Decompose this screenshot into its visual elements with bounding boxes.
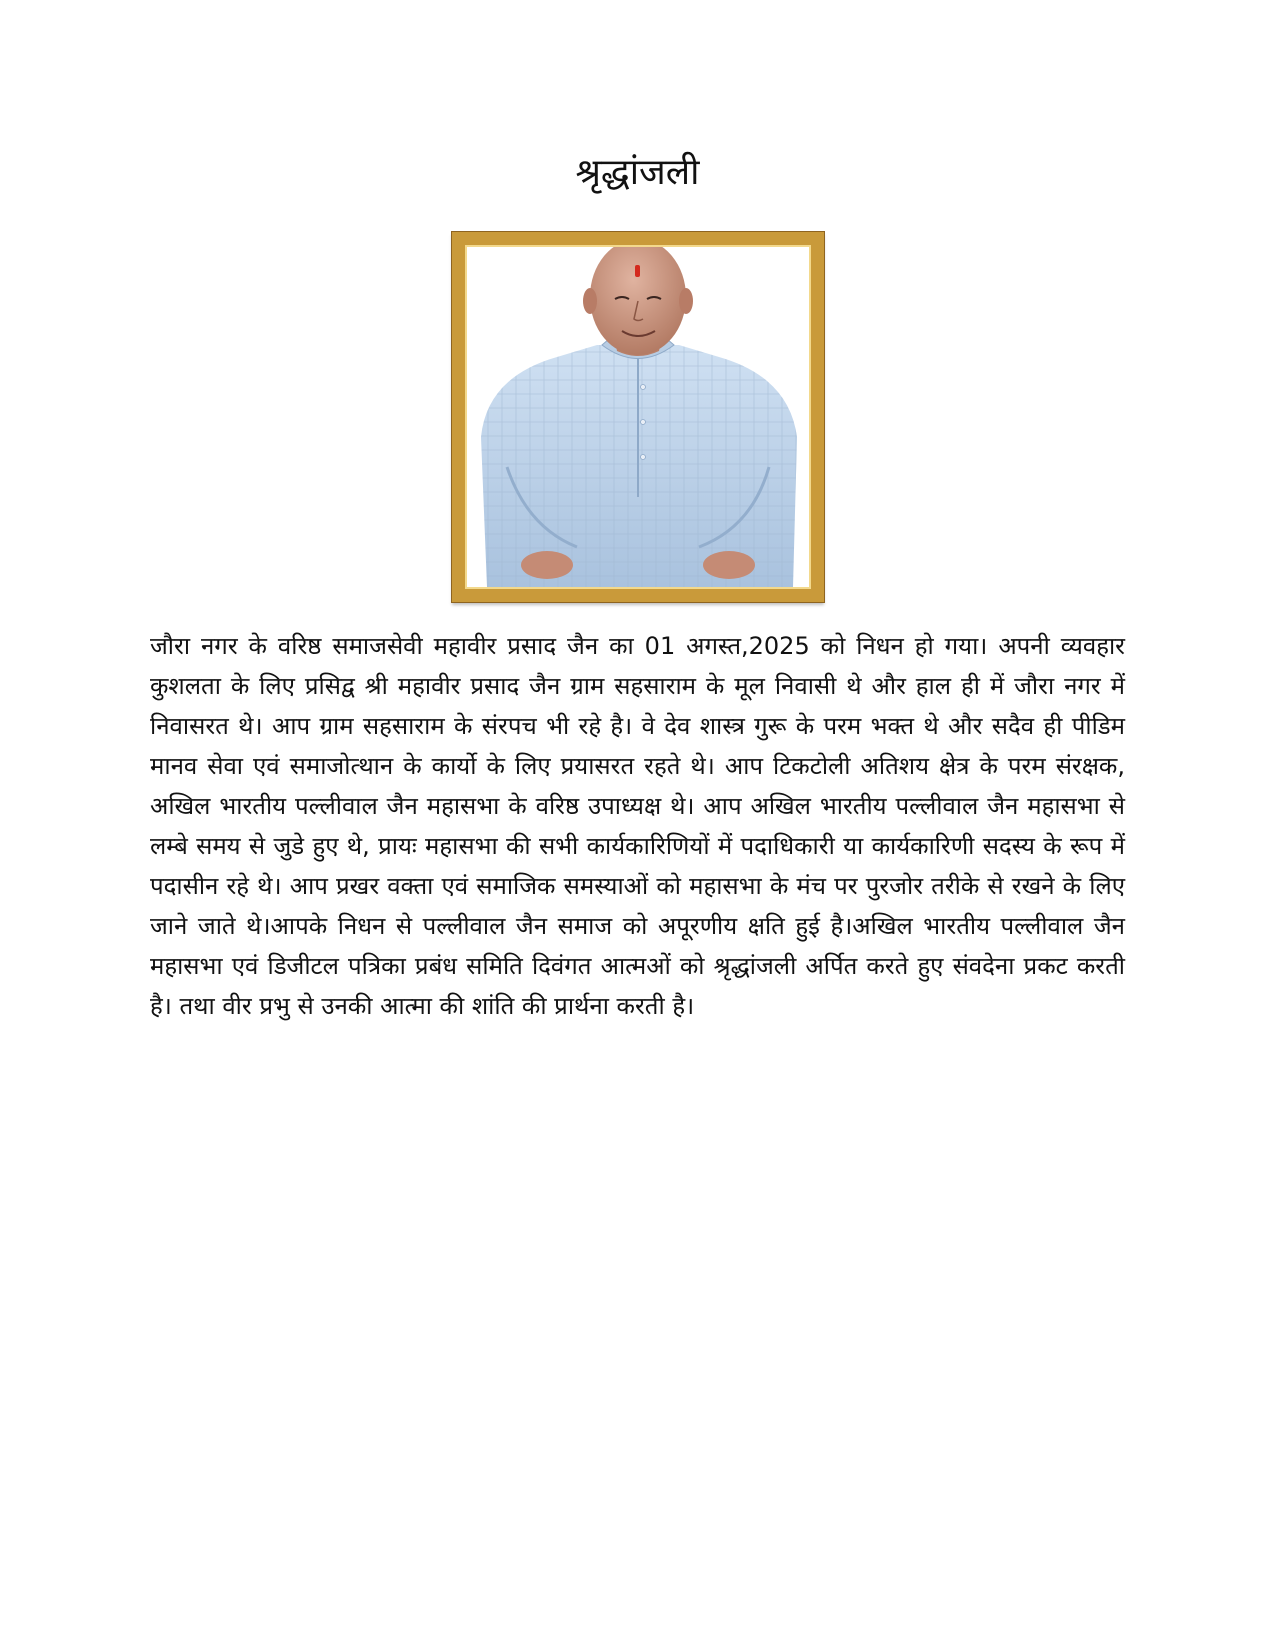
tribute-paragraph: जौरा नगर के वरिष्ठ समाजसेवी महावीर प्रसाद जैन का 01 अगस्त,2025 को निधन हो गया। अपनी व्यवहार कुशलता के लिए प्रसिद्व श्री महावीर प्रसाद जैन ग्राम सहसाराम के मूल निवासी थे और हाल ही में जौरा नगर में निवासरत थे। आप ग्राम सहसाराम के संरपच भी रहे है। वे देव शास्त्र गुरू के परम भक्त थे और सदैव ही पीडिम मानव सेवा एवं समाजोत्थान के कार्यो के लिए प्रयासरत रहते थे। आप टिकटोली अतिशय क्षेत्र के परम संरक्षक, अखिल भारतीय पल्लीवाल जैन महासभा के वरिष्ठ उपाध्यक्ष थे। आप अखिल भारतीय पल्लीवाल जैन महासभा से लम्बे समय से जुडे हुए थे, प्रायः महासभा की सभी कार्यकारिणियों में पदाधिकारी या कार्यकारिणी सदस्य के रूप में पदासीन रहे थे। आप प्रखर वक्ता एवं समाजिक समस्याओं को महासभा के मंच पर पुरजोर तरीके से रखने के लिए जाने जाते थे।आपके निधन से पल्लीवाल जैन समाज को अपूरणीय क्षति हुई है।अखिल भारतीय पल्लीवाल जैन महासभा एवं डिजीटल पत्रिका प्रबंध समिति दिवंगत आत्मओं को श्रृद्धांजली अर्पित करते हुए संवदेना प्रकट करती है। तथा वीर प्रभु से उनकी आत्मा की शांति की प्रार्थना करती है। — [150, 632, 1125, 1020]
photo-frame — [452, 232, 824, 602]
page-title: श्रृद्धांजली — [575, 152, 700, 193]
photo-area — [467, 247, 809, 587]
portrait-photo — [467, 247, 809, 587]
